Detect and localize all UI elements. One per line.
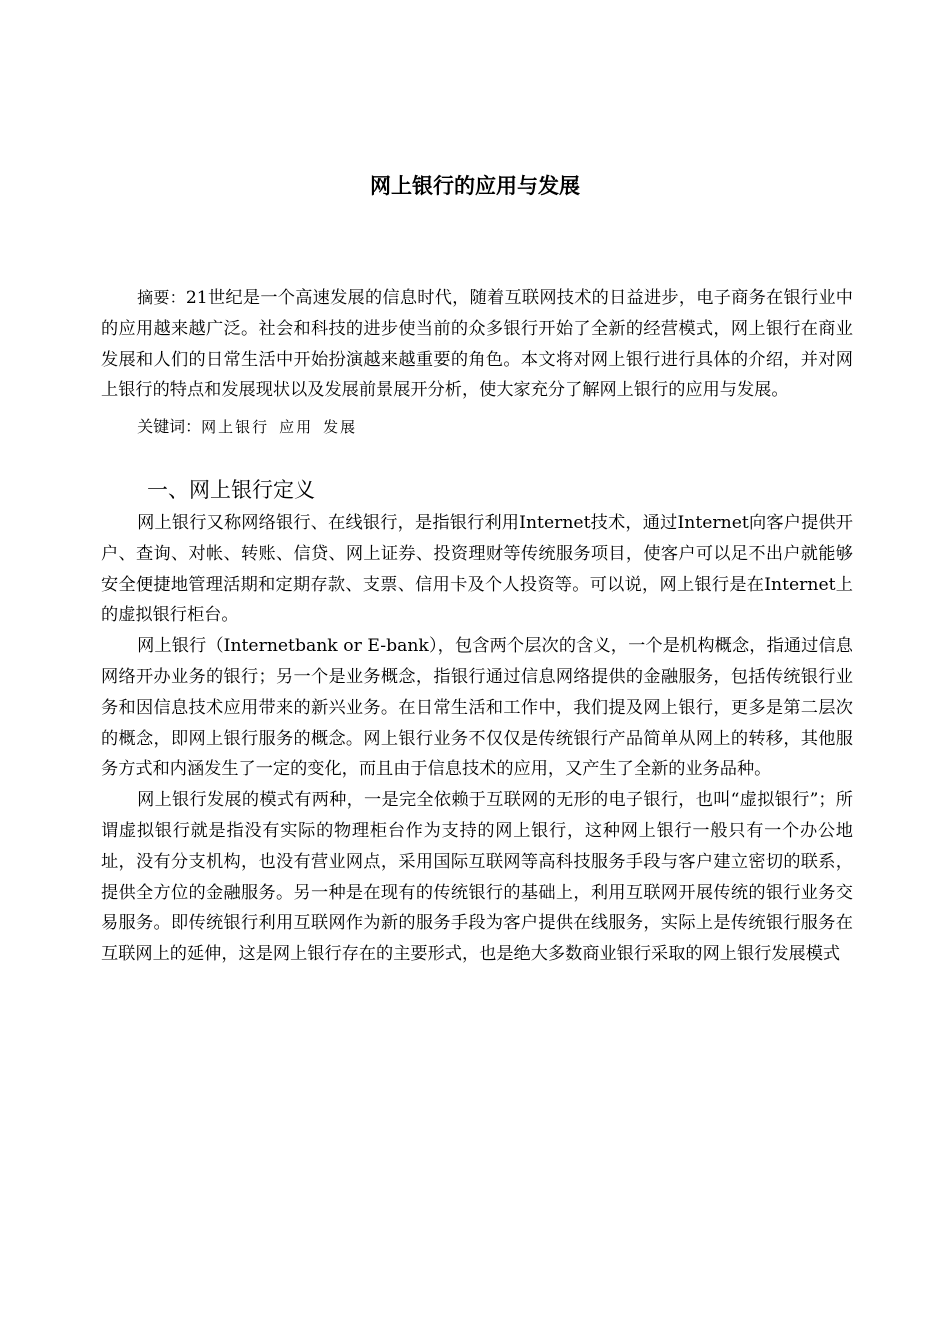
keywords-line xyxy=(101,412,853,443)
document-body xyxy=(101,283,853,970)
keyword-item: 发展 xyxy=(323,418,358,437)
abstract-label: 摘要： xyxy=(137,288,186,307)
keywords-list xyxy=(201,418,357,436)
document-title: 网上银行的应用与发展 xyxy=(370,174,580,198)
body-paragraph: 网上银行又称网络银行、在线银行，是指银行利用Internet技术，通过Internet向客户提供开户、查询、对帐、转账、信贷、网上证券、投资理财等传统服务项目，使客户可以足不出户就能够安全便捷地管理活期和定期存款、支票、信用卡及个人投资等。可以说，网上银行是在Internet上的虚拟银行柜台。 xyxy=(101,512,853,626)
keyword-item: 应用 xyxy=(279,418,314,437)
abstract-text: 21世纪是一个高速发展的信息时代，随着互联网技术的日益进步，电子商务在银行业中的应用越来越广泛。社会和科技的进步使当前的众多银行开始了全新的经营模式，网上银行在商业发展和人们的日常生活中开始扮演越来越重要的角色。本文将对网上银行进行具体的介绍，并对网上银行的特点和发展现状以及发展前景展开分析，使大家充分了解网上银行的应用与发展。 xyxy=(101,288,853,401)
body-paragraph: 网上银行（Internetbank or E-bank），包含两个层次的含义，一个是机构概念，指通过信息网络开办业务的银行；另一个是业务概念，指银行通过信息网络提供的金融服务，包括传统银行业务和因信息技术应用带来的新兴业务。在日常生活和工作中，我们提及网上银行，更多是第二层次的概念，即网上银行服务的概念。网上银行业务不仅仅是传统银行产品简单从网上的转移，其他服务方式和内涵发生了一定的变化，而且由于信息技术的应用，又产生了全新的业务品种。 xyxy=(101,636,853,780)
body-paragraph: 网上银行发展的模式有两种，一是完全依赖于互联网的无形的电子银行，也叫“虚拟银行”；所谓虚拟银行就是指没有实际的物理柜台作为支持的网上银行，这种网上银行一般只有一个办公地址，没有分支机构，也没有营业网点，采用国际互联网等高科技服务手段与客户建立密切的联系，提供全方位的金融服务。另一种是在现有的传统银行的基础上，利用互联网开展传统的银行业务交易服务。即传统银行利用互联网作为新的服务手段为客户提供在线服务，实际上是传统银行服务在互联网上的延伸，这是网上银行存在的主要形式，也是绝大多数商业银行采取的网上银行发展模式 xyxy=(101,790,853,965)
keywords-label: 关键词： xyxy=(137,417,202,437)
section-heading: 一、网上银行定义 xyxy=(147,477,315,502)
keyword-item: 网上银行 xyxy=(201,418,270,437)
abstract-paragraph xyxy=(101,283,853,406)
